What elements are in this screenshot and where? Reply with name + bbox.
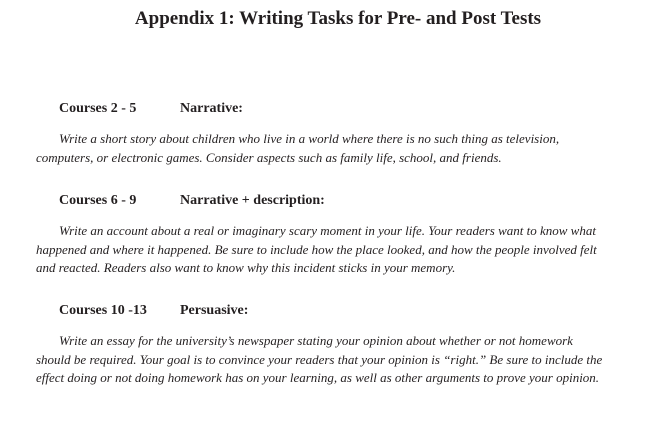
task-type-label: Narrative: (180, 101, 243, 116)
task-prompt-line: Write a short story about children who live in a world where there is no such thing as television, (59, 131, 560, 146)
course-range-label: Courses 6 - 9 (59, 193, 137, 208)
task-prompt-line: Write an essay for the university’s newspaper stating your opinion about whether or not homework (59, 333, 573, 348)
task-type-label: Persuasive: (180, 303, 249, 318)
task-prompt (36, 332, 646, 388)
task-prompt-line: happened and where it happened. Be sure to include how the place looked, and how the people involved felt (36, 241, 597, 257)
task-prompt-line: effect doing or not doing homework has on your learning, as well as other arguments to prove your opinion. (36, 370, 600, 385)
task-type-label: Narrative + description: (180, 193, 325, 208)
task-prompt (36, 130, 646, 167)
course-range-label: Courses 10 -13 (59, 303, 147, 318)
course-range-label: Courses 2 - 5 (59, 101, 137, 116)
task-prompt (36, 222, 646, 278)
task-prompt-line: and reacted. Readers also want to know why this incident sticks in your memory. (36, 260, 456, 275)
task-prompt-line: Write an account about a real or imaginary scary moment in your life. Your readers want to know what (59, 223, 596, 238)
page-title: Appendix 1: Writing Tasks for Pre- and Post Tests (134, 8, 542, 29)
task-prompt-line: should be required. Your goal is to convince your readers that your opinion is “right.” Be sure to include the (36, 351, 603, 367)
task-prompt-line: computers, or electronic games. Consider aspects such as family life, school, and friends. (36, 149, 502, 165)
